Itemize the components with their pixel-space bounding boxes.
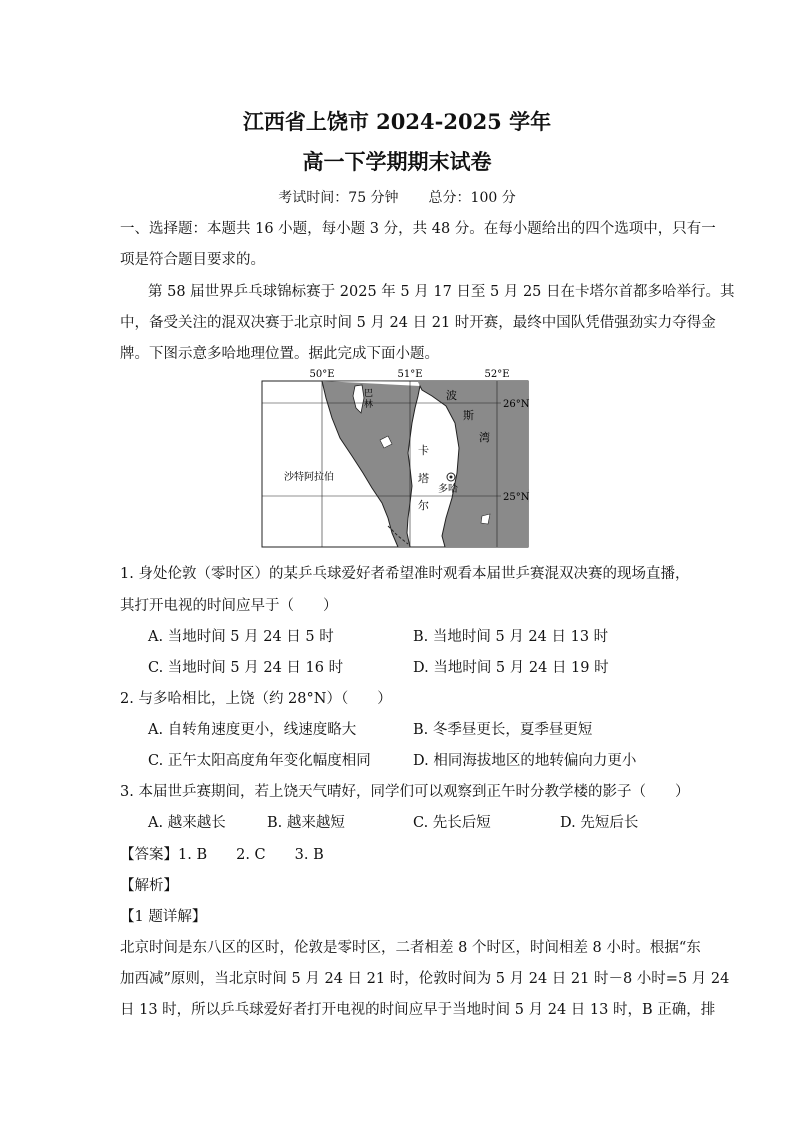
q1-option-d: D. 当地时间 5 月 24 日 19 时 (413, 660, 609, 676)
q2-option-b: B. 冬季昼更长，夏季昼更短 (413, 722, 593, 738)
bahrain-label-2: 林 (364, 400, 374, 410)
q3-option-a: A. 越来越长 (148, 815, 226, 831)
exam-meta (0, 187, 794, 207)
section-instructions-line1: 一、选择题：本题共 16 小题，每小题 3 分，共 48 分。在每小题给出的四个选项中，只有一 (120, 221, 716, 237)
persian-gulf-label-1: 波 (446, 389, 457, 402)
q2-option-d: D. 相同海拔地区的地转偏向力更小 (413, 753, 637, 769)
total-score: 总分：100 分 (428, 190, 516, 206)
intro-line3: 牌。下图示意多哈地理位置。据此完成下面小题。 (120, 346, 439, 362)
lon-label-51e: 51°E (397, 369, 423, 380)
exam-title-line2: 高一下学期期末试卷 (302, 149, 492, 174)
exam-time: 考试时间：75 分钟 (278, 190, 399, 206)
question-1-line1: 1. 身处伦敦（零时区）的某乒乓球爱好者希望准时观看本届世乒赛混双决赛的现场直播， (120, 566, 690, 582)
question-1-line2: 其打开电视的时间应早于（ ） (120, 598, 338, 614)
q2-option-a: A. 自转角速度更小，线速度略大 (148, 722, 357, 738)
doha-label: 多哈 (438, 484, 458, 495)
lon-label-52e: 52°E (484, 369, 510, 380)
q3-option-b: B. 越来越短 (267, 815, 345, 831)
explanation-line1: 北京时间是东八区的区时，伦敦是零时区，二者相差 8 个时区，时间相差 8 小时。根据“东 (120, 940, 701, 956)
section-instructions-line2: 项是符合题目要求的。 (120, 252, 265, 268)
lon-label-50e: 50°E (309, 369, 335, 380)
saudi-arabia-label: 沙特阿拉伯 (284, 472, 334, 483)
question-3-line: 3. 本届世乒赛期间，若上饶天气晴好，同学们可以观察到正午时分教学楼的影子（ ） (120, 784, 690, 800)
persian-gulf-label-2: 斯 (463, 409, 474, 422)
intro-line1: 第 58 届世界乒乓球锦标赛于 2025 年 5 月 17 日至 5 月 25 日在卡塔尔首都多哈举行。其 (148, 284, 735, 300)
lat-label-26n: 26°N (503, 399, 530, 410)
q3-option-c: C. 先长后短 (413, 815, 491, 831)
qatar-label-1: 卡 (418, 444, 429, 457)
q3-option-d: D. 先短后长 (560, 815, 639, 831)
q1-option-c: C. 当地时间 5 月 24 日 16 时 (148, 660, 344, 676)
q1-detail-heading: 【1 题详解】 (120, 909, 207, 925)
explanation-line3: 日 13 时，所以乒乓球爱好者打开电视的时间应早于当地时间 5 月 24 日 13 时，B 正确，排 (120, 1002, 716, 1018)
intro-line2: 中，备受关注的混双决赛于北京时间 5 月 24 日 21 时开赛，最终中国队凭借强劲实力夺得金 (120, 315, 716, 331)
bahrain-label-1: 巴 (364, 389, 374, 399)
doha-location-map (260, 368, 530, 548)
question-2-line: 2. 与多哈相比，上饶（约 28°N）（ ） (120, 691, 392, 707)
exam-title-line1: 江西省上饶市 2024-2025 学年 (242, 109, 552, 134)
q1-option-a: A. 当地时间 5 月 24 日 5 时 (148, 629, 334, 645)
lat-label-25n: 25°N (503, 492, 530, 503)
q2-option-c: C. 正午太阳高度角年变化幅度相同 (148, 753, 371, 769)
persian-gulf-label-3: 湾 (479, 431, 490, 444)
explanation-line2: 加西减”原则，当北京时间 5 月 24 日 21 时，伦敦时间为 5 月 24 日 21 时－8 小时=5 月 24 (120, 971, 730, 987)
analysis-heading: 【解析】 (120, 878, 178, 894)
answer-line: 【答案】1. B 2. C 3. B (120, 847, 324, 863)
qatar-label-3: 尔 (418, 499, 429, 512)
q1-option-b: B. 当地时间 5 月 24 日 13 时 (413, 629, 609, 645)
qatar-label-2: 塔 (418, 472, 429, 485)
